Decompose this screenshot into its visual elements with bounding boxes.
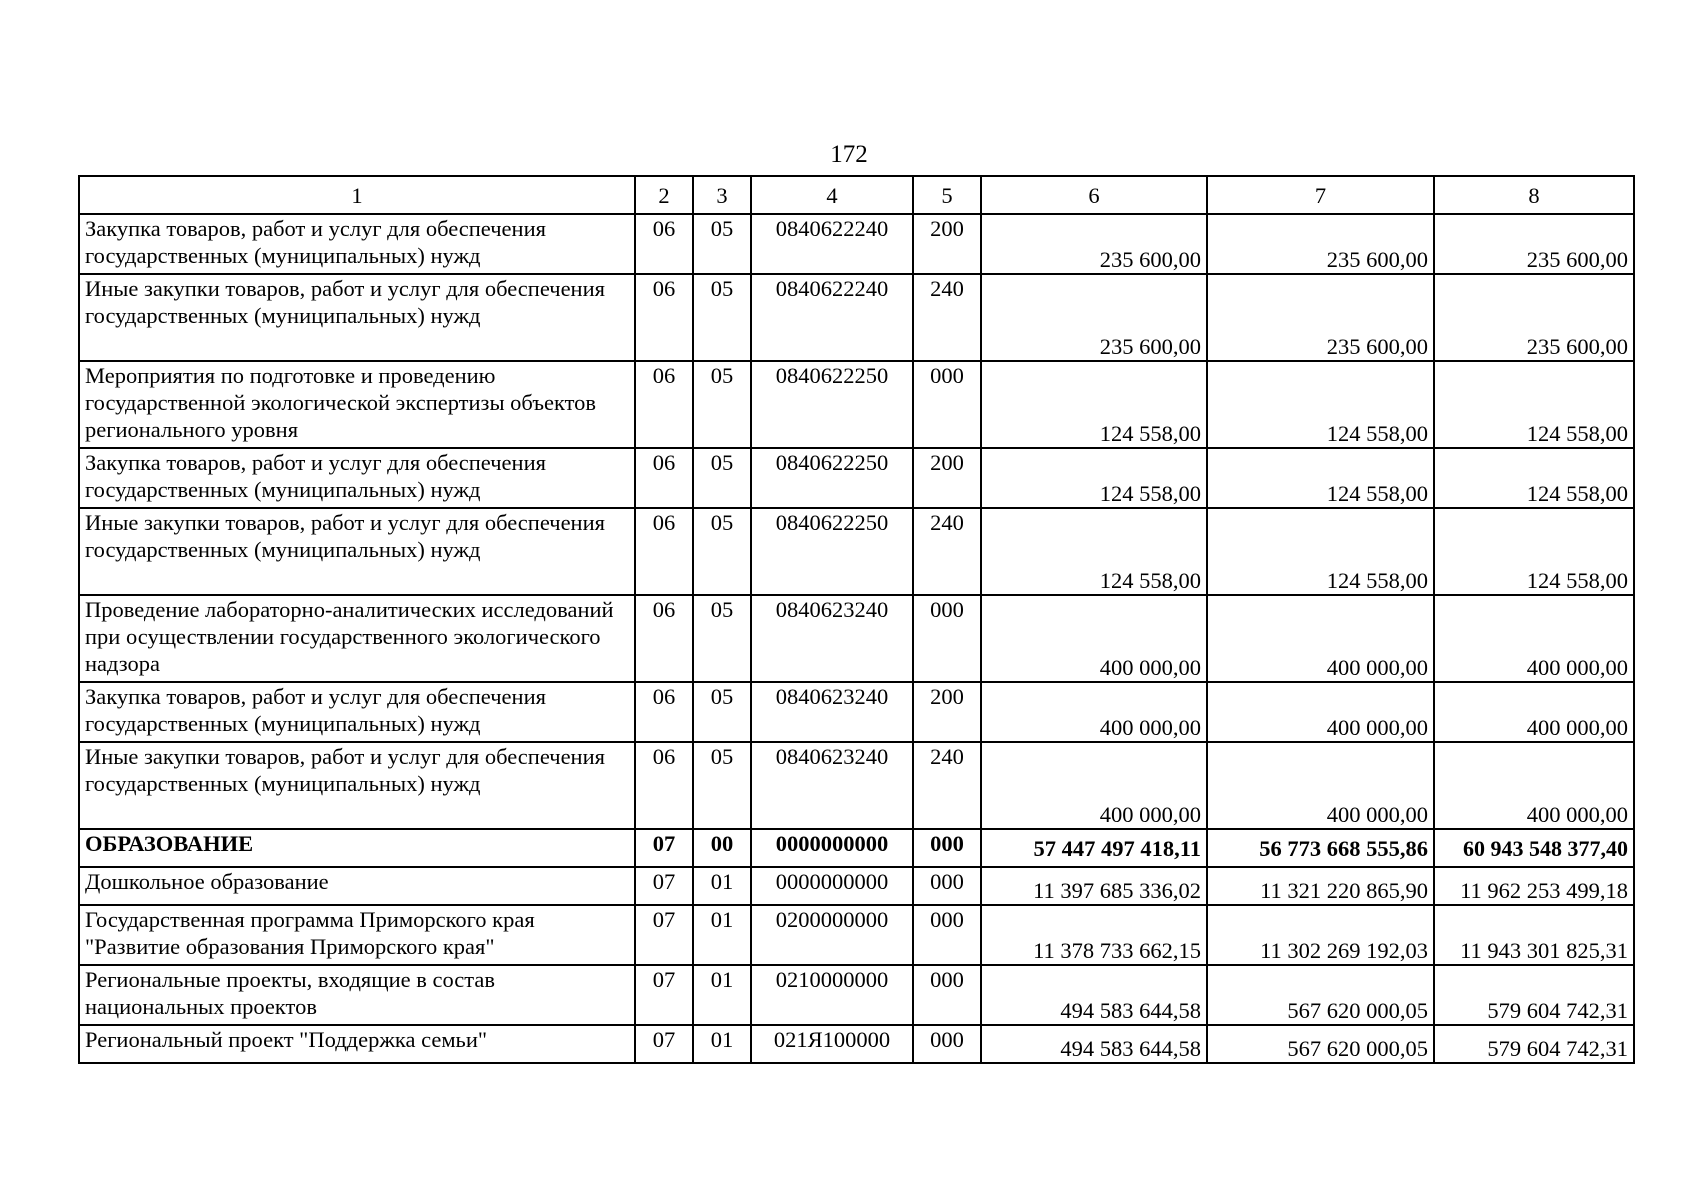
header-cell: 8 (1434, 176, 1634, 214)
row-target-article: 0840622250 (751, 361, 913, 448)
row-amount-2: 124 558,00 (1207, 361, 1434, 448)
row-expense-type: 200 (913, 448, 981, 508)
row-section: 06 (635, 595, 693, 682)
row-subsection: 01 (693, 1025, 751, 1063)
row-amount-1: 400 000,00 (981, 742, 1207, 829)
row-amount-2: 235 600,00 (1207, 274, 1434, 361)
table-row-section-total (79, 829, 1634, 867)
row-subsection: 05 (693, 214, 751, 274)
row-amount-1: 494 583 644,58 (981, 1025, 1207, 1063)
row-amount-3: 400 000,00 (1434, 682, 1634, 742)
row-target-article: 0840622240 (751, 214, 913, 274)
row-subsection: 05 (693, 448, 751, 508)
row-name: Государственная программа Приморского края "Развитие образования Приморского края" (79, 905, 635, 965)
row-amount-3: 124 558,00 (1434, 508, 1634, 595)
row-expense-type: 240 (913, 508, 981, 595)
row-section: 06 (635, 274, 693, 361)
table-row (79, 214, 1634, 274)
row-expense-type: 000 (913, 965, 981, 1025)
table-row (79, 867, 1634, 905)
row-expense-type: 200 (913, 214, 981, 274)
table-header-row (79, 176, 1634, 214)
header-cell: 7 (1207, 176, 1434, 214)
header-cell: 2 (635, 176, 693, 214)
row-amount-2: 124 558,00 (1207, 508, 1434, 595)
row-subsection: 05 (693, 508, 751, 595)
row-name: Региональные проекты, входящие в состав национальных проектов (79, 965, 635, 1025)
header-cell: 1 (79, 176, 635, 214)
row-amount-2: 567 620 000,05 (1207, 1025, 1434, 1063)
row-expense-type: 000 (913, 1025, 981, 1063)
row-amount-3: 11 962 253 499,18 (1434, 867, 1634, 905)
budget-table (78, 175, 1635, 1064)
row-expense-type: 000 (913, 905, 981, 965)
row-subsection: 01 (693, 867, 751, 905)
row-expense-type: 200 (913, 682, 981, 742)
row-amount-1: 235 600,00 (981, 214, 1207, 274)
row-name: Проведение лабораторно-аналитических исследований при осуществлении государственного экологического надзора (79, 595, 635, 682)
row-amount-3: 235 600,00 (1434, 214, 1634, 274)
row-name: Закупка товаров, работ и услуг для обеспечения государственных (муниципальных) нужд (79, 448, 635, 508)
row-amount-2: 400 000,00 (1207, 682, 1434, 742)
row-expense-type: 240 (913, 742, 981, 829)
table-row (79, 595, 1634, 682)
row-name: Иные закупки товаров, работ и услуг для обеспечения государственных (муниципальных) нужд (79, 742, 635, 829)
row-subsection: 05 (693, 742, 751, 829)
row-subsection: 05 (693, 361, 751, 448)
row-section: 06 (635, 448, 693, 508)
row-target-article: 0840623240 (751, 595, 913, 682)
table-row (79, 742, 1634, 829)
row-section: 06 (635, 508, 693, 595)
row-name: Мероприятия по подготовке и проведению государственной экологической экспертизы объектов регионального уровня (79, 361, 635, 448)
row-target-article: 021Я100000 (751, 1025, 913, 1063)
row-target-article: 0000000000 (751, 829, 913, 867)
row-amount-2: 11 302 269 192,03 (1207, 905, 1434, 965)
row-amount-1: 11 397 685 336,02 (981, 867, 1207, 905)
row-subsection: 05 (693, 682, 751, 742)
table-row (79, 965, 1634, 1025)
row-amount-3: 579 604 742,31 (1434, 1025, 1634, 1063)
row-amount-2: 235 600,00 (1207, 214, 1434, 274)
row-subsection: 01 (693, 905, 751, 965)
row-target-article: 0840622250 (751, 448, 913, 508)
row-name: Иные закупки товаров, работ и услуг для обеспечения государственных (муниципальных) нужд (79, 274, 635, 361)
row-amount-3: 579 604 742,31 (1434, 965, 1634, 1025)
row-section: 06 (635, 361, 693, 448)
table-row (79, 905, 1634, 965)
row-expense-type: 000 (913, 867, 981, 905)
row-amount-1: 124 558,00 (981, 508, 1207, 595)
row-name: Закупка товаров, работ и услуг для обеспечения государственных (муниципальных) нужд (79, 214, 635, 274)
row-subsection: 05 (693, 274, 751, 361)
row-amount-1: 494 583 644,58 (981, 965, 1207, 1025)
row-amount-2: 400 000,00 (1207, 595, 1434, 682)
table-row (79, 508, 1634, 595)
row-amount-2: 56 773 668 555,86 (1207, 829, 1434, 867)
row-amount-1: 57 447 497 418,11 (981, 829, 1207, 867)
row-amount-1: 124 558,00 (981, 448, 1207, 508)
row-amount-1: 11 378 733 662,15 (981, 905, 1207, 965)
row-amount-2: 400 000,00 (1207, 742, 1434, 829)
row-amount-2: 124 558,00 (1207, 448, 1434, 508)
row-subsection: 00 (693, 829, 751, 867)
row-amount-1: 400 000,00 (981, 595, 1207, 682)
row-expense-type: 000 (913, 361, 981, 448)
row-name: Дошкольное образование (79, 867, 635, 905)
row-target-article: 0210000000 (751, 965, 913, 1025)
row-name: Региональный проект "Поддержка семьи" (79, 1025, 635, 1063)
row-section: 07 (635, 829, 693, 867)
row-amount-3: 235 600,00 (1434, 274, 1634, 361)
header-cell: 3 (693, 176, 751, 214)
row-section: 07 (635, 965, 693, 1025)
row-expense-type: 000 (913, 595, 981, 682)
page-number: 172 (830, 141, 868, 168)
row-section: 07 (635, 1025, 693, 1063)
row-subsection: 05 (693, 595, 751, 682)
row-name: Закупка товаров, работ и услуг для обеспечения государственных (муниципальных) нужд (79, 682, 635, 742)
header-cell: 5 (913, 176, 981, 214)
row-section: 07 (635, 867, 693, 905)
row-target-article: 0840622250 (751, 508, 913, 595)
row-amount-2: 11 321 220 865,90 (1207, 867, 1434, 905)
row-target-article: 0840622240 (751, 274, 913, 361)
row-section: 06 (635, 214, 693, 274)
row-amount-1: 124 558,00 (981, 361, 1207, 448)
row-amount-3: 400 000,00 (1434, 595, 1634, 682)
table-row (79, 448, 1634, 508)
table-row (79, 361, 1634, 448)
row-amount-2: 567 620 000,05 (1207, 965, 1434, 1025)
row-amount-1: 400 000,00 (981, 682, 1207, 742)
row-amount-3: 124 558,00 (1434, 448, 1634, 508)
row-expense-type: 240 (913, 274, 981, 361)
row-name: Иные закупки товаров, работ и услуг для обеспечения государственных (муниципальных) нужд (79, 508, 635, 595)
row-amount-1: 235 600,00 (981, 274, 1207, 361)
row-section: 07 (635, 905, 693, 965)
row-amount-3: 400 000,00 (1434, 742, 1634, 829)
row-amount-3: 60 943 548 377,40 (1434, 829, 1634, 867)
header-cell: 4 (751, 176, 913, 214)
row-name: ОБРАЗОВАНИЕ (79, 829, 635, 867)
row-target-article: 0200000000 (751, 905, 913, 965)
table-row (79, 1025, 1634, 1063)
row-target-article: 0000000000 (751, 867, 913, 905)
row-amount-3: 124 558,00 (1434, 361, 1634, 448)
row-target-article: 0840623240 (751, 682, 913, 742)
table-row (79, 682, 1634, 742)
header-cell: 6 (981, 176, 1207, 214)
row-target-article: 0840623240 (751, 742, 913, 829)
table-row (79, 274, 1634, 361)
row-amount-3: 11 943 301 825,31 (1434, 905, 1634, 965)
row-subsection: 01 (693, 965, 751, 1025)
row-expense-type: 000 (913, 829, 981, 867)
row-section: 06 (635, 742, 693, 829)
row-section: 06 (635, 682, 693, 742)
